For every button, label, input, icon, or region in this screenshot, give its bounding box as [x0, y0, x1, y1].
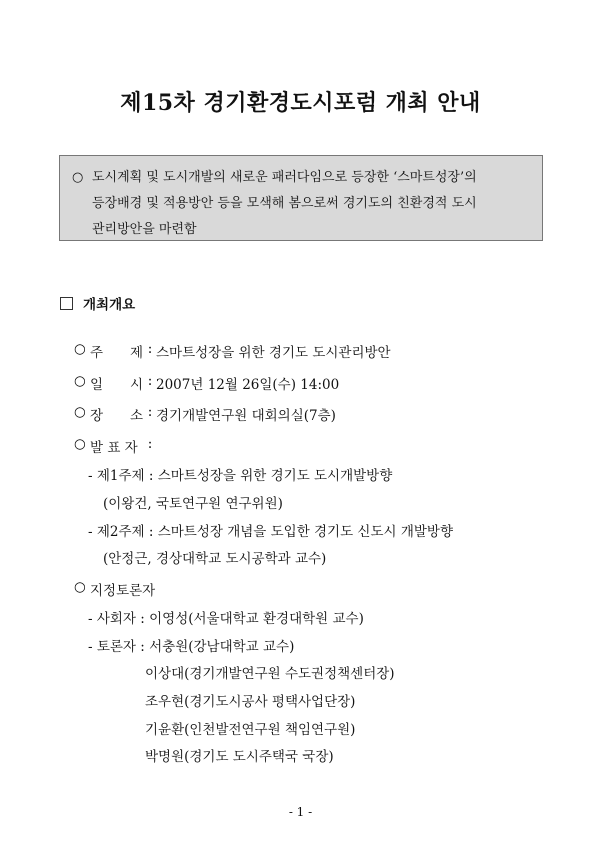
presentation-2-presenter: (안정근, 경상대학교 도시공학과 교수) — [103, 551, 327, 567]
summary-text-1: 도시계획 및 도시개발의 새로운 패러다임으로 등장한 ‘스마트성장’의 — [92, 170, 477, 185]
page-number: - 1 - — [288, 805, 313, 819]
summary-line-1 — [72, 165, 532, 191]
presenters-sep: : — [147, 436, 153, 452]
summary-box — [59, 155, 543, 241]
presentation-2: - 제2주제 : 스마트성장 개념을 도입한 경기도 신도시 개발방향 — [88, 524, 454, 540]
section-heading — [60, 293, 135, 313]
panel-member: 이상대(경기개발연구원 수도권정책센터장) — [145, 666, 395, 682]
place-value: 경기개발연구원 대회의실(7층) — [156, 408, 336, 424]
moderator: - 사회자 : 이영성(서울대학교 환경대학원 교수) — [88, 611, 364, 627]
theme-row — [74, 341, 391, 361]
place-label: 장 소 — [90, 408, 144, 424]
theme-label: 주 제 — [90, 345, 144, 361]
panel-lead: - 토론자 : 서충원(강남대학교 교수) — [88, 639, 295, 655]
presentation-1: - 제1주제 : 스마트성장을 위한 경기도 도시개발방향 — [88, 468, 393, 484]
theme-sep: : — [147, 341, 153, 357]
checkbox-square-icon — [60, 297, 73, 310]
item-bullet: ○ — [74, 436, 86, 452]
summary-bullet: ○ — [72, 170, 84, 185]
panel-member: 기윤환(인천발전연구원 책임연구원) — [145, 722, 356, 738]
document-title: 제15차 경기환경도시포럼 개최 안내 — [120, 90, 481, 116]
panel-member: 조우현(경기도시공사 평택사업단장) — [145, 694, 356, 710]
place-sep: : — [147, 404, 153, 420]
date-row — [74, 373, 339, 393]
presenters-label: 발 표 자 — [90, 440, 138, 456]
presenters-row — [74, 436, 156, 456]
discussants-label: 지정토론자 — [90, 583, 156, 599]
place-row — [74, 404, 336, 424]
item-bullet: ○ — [74, 404, 86, 420]
discussants-row — [74, 579, 155, 599]
panel-member: 박명원(경기도 도시주택국 국장) — [145, 749, 334, 765]
theme-value: 스마트성장을 위한 경기도 도시관리방안 — [156, 345, 391, 361]
date-value: 2007년 12월 26일(수) 14:00 — [156, 377, 340, 393]
summary-line-3: 관리방안을 마련함 — [92, 222, 197, 237]
section-label: 개최개요 — [83, 297, 136, 313]
item-bullet: ○ — [74, 579, 86, 595]
summary-line-2: 등장배경 및 적용방안 등을 모색해 봄으로써 경기도의 친환경적 도시 — [92, 196, 477, 211]
date-sep: : — [147, 373, 153, 389]
item-bullet: ○ — [74, 373, 86, 389]
date-label: 일 시 — [90, 377, 144, 393]
presentation-1-presenter: (이왕건, 국토연구원 연구위원) — [103, 496, 283, 512]
item-bullet: ○ — [74, 341, 86, 357]
